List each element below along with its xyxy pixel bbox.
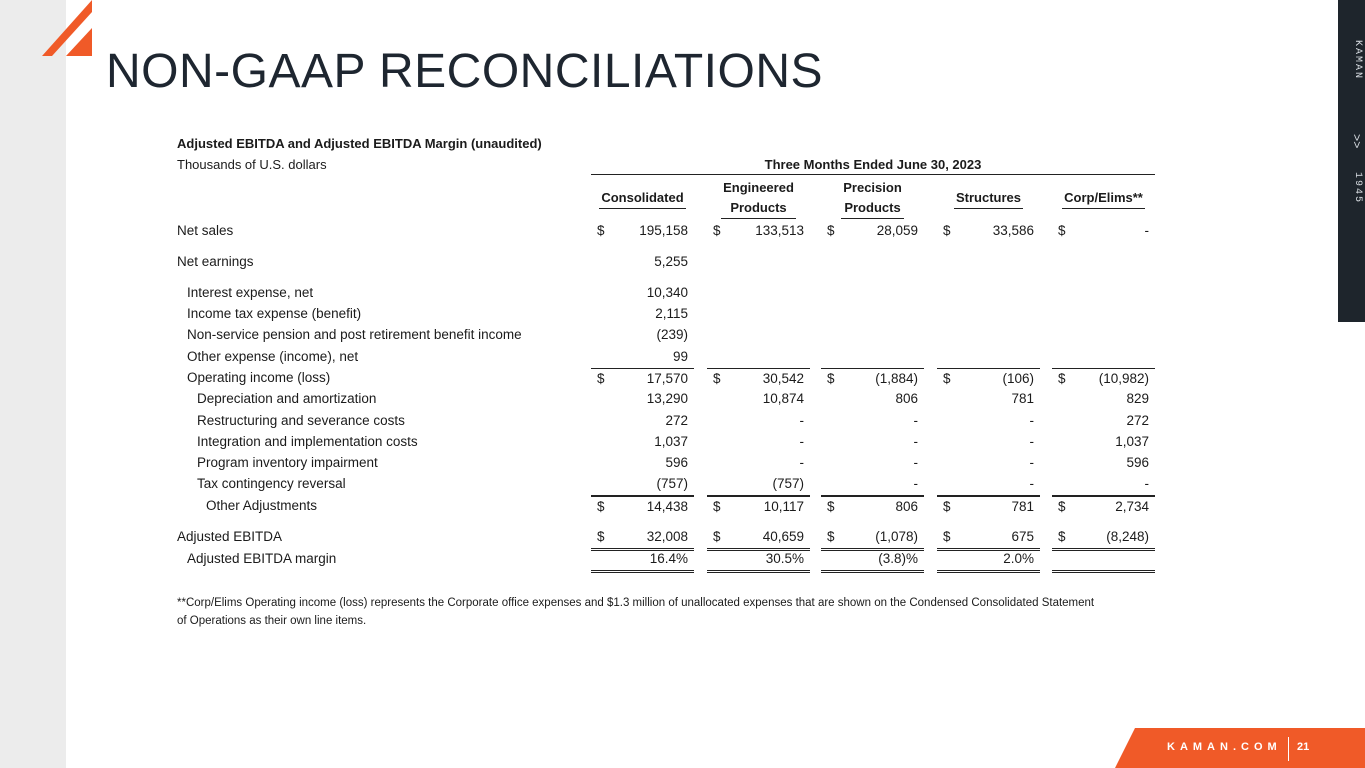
row-label: Income tax expense (benefit) [187,306,362,321]
table-cell [591,453,694,474]
table-cell [937,549,1040,573]
currency-symbol: $ [827,371,835,386]
currency-symbol: $ [943,529,951,544]
table-cell [1052,325,1155,346]
table-cell [591,474,694,496]
table-cell [591,304,694,325]
cell-value: - [799,455,804,470]
table-cell [707,527,810,551]
table-cell [707,411,810,432]
row-label: Tax contingency reversal [197,476,346,491]
row-label: Other expense (income), net [187,349,359,364]
table-cell [821,304,924,325]
cell-value: - [913,413,918,428]
column-header-line1: Precision [843,179,902,195]
column-header-label [599,188,685,209]
cell-value: - [913,434,918,449]
cell-value: - [1029,455,1034,470]
row-label: Net earnings [177,254,254,269]
cell-value: 806 [895,499,918,514]
cell-value: 1,037 [654,434,688,449]
table-cell [1052,496,1155,518]
row-label: Net sales [177,223,234,238]
cell-value: - [1029,476,1034,491]
table-cell [591,283,694,304]
table-cell [937,453,1040,474]
table-row [0,221,1365,242]
row-label: Interest expense, net [187,285,314,300]
table-units: Thousands of U.S. dollars [177,157,327,172]
column-header-label [1062,188,1145,209]
table-cell [707,474,810,496]
currency-symbol: $ [597,529,605,544]
table-cell [591,347,694,369]
currency-symbol: $ [713,529,721,544]
table-cell [707,252,810,273]
brand-vertical-text: KAMAN [1352,40,1363,81]
table-cell [937,389,1040,410]
table-cell [707,304,810,325]
table-cell [821,411,924,432]
table-cell [937,474,1040,496]
cell-value: 30.5% [765,551,804,566]
table-cell [591,527,694,551]
table-cell [821,432,924,453]
footer-website[interactable]: KAMAN.COM [1167,741,1282,753]
table-title: Adjusted EBITDA and Adjusted EBITDA Margin (unaudited) [177,136,542,151]
cell-value: (3.8)% [878,551,918,566]
table-row [0,474,1365,495]
cell-value: - [799,413,804,428]
row-label: Adjusted EBITDA [177,529,283,544]
table-cell [937,221,1040,242]
currency-symbol: $ [1058,529,1066,544]
table-cell [821,474,924,496]
table-cell [1052,221,1155,242]
currency-symbol: $ [827,499,835,514]
currency-symbol: $ [943,371,951,386]
column-header-line1: Corp/Elims** [1064,189,1143,205]
cell-value: 2,734 [1115,499,1149,514]
cell-value: - [913,455,918,470]
cell-value: 829 [1126,391,1149,406]
table-cell [937,368,1040,390]
currency-symbol: $ [713,499,721,514]
cell-value: (106) [1002,371,1034,386]
column-header [937,178,1040,218]
table-cell [1052,283,1155,304]
cell-value: (757) [656,476,688,491]
cell-value: 596 [1126,455,1149,470]
column-header [707,178,810,218]
table-cell [707,389,810,410]
cell-value: 10,874 [762,391,804,406]
cell-value: 33,586 [992,223,1034,238]
row-label: Operating income (loss) [187,370,331,385]
cell-value: - [1029,413,1034,428]
cell-value: (8,248) [1106,529,1149,544]
table-cell [707,325,810,346]
cell-value: 1,037 [1115,434,1149,449]
cell-value: (1,884) [875,371,918,386]
cell-value: 272 [665,413,688,428]
table-row [0,432,1365,453]
currency-symbol: $ [597,371,605,386]
table-row [0,347,1365,368]
table-cell [1052,474,1155,496]
page-title: NON-GAAP RECONCILIATIONS [106,45,823,98]
column-header-line2: Products [730,199,787,215]
table-cell [821,453,924,474]
currency-symbol: $ [1058,371,1066,386]
column-header-line1: Structures [955,189,1022,205]
column-header-label [954,188,1023,209]
table-cell [1052,549,1155,573]
table-cell [937,283,1040,304]
cell-value: - [1144,476,1149,491]
cell-value: 10,117 [763,499,804,514]
table-cell [821,389,924,410]
currency-symbol: $ [597,223,605,238]
table-cell [591,411,694,432]
table-row [0,453,1365,474]
table-cell [591,368,694,390]
table-row [0,368,1365,389]
cell-value: 133,513 [755,223,804,238]
table-cell [707,368,810,390]
row-label: Integration and implementation costs [197,434,418,449]
column-header-line2: Products [844,199,901,215]
cell-value: 30,542 [762,371,804,386]
table-cell [1052,347,1155,368]
table-cell [591,325,694,346]
table-cell [707,496,810,518]
table-row [0,496,1365,517]
column-header [591,178,694,218]
table-cell [937,325,1040,346]
cell-value: 99 [672,349,688,364]
table-cell [707,347,810,368]
table-cell [821,283,924,304]
currency-symbol: $ [1058,499,1066,514]
cell-value: 17,570 [646,371,688,386]
currency-symbol: $ [713,371,721,386]
table-cell [937,304,1040,325]
table-cell [1052,453,1155,474]
page-number: 21 [1297,741,1310,753]
table-cell [591,221,694,242]
column-header-line1: Engineered [723,179,794,195]
cell-value: 5,255 [654,254,688,269]
table-cell [821,252,924,273]
cell-value: 14,438 [646,499,688,514]
brand-year-text: 1945 [1352,172,1363,205]
table-cell [707,221,810,242]
cell-value: 28,059 [876,223,918,238]
table-row [0,527,1365,548]
column-header-line1: Consolidated [601,189,684,205]
table-cell [821,496,924,518]
table-cell [707,549,810,573]
table-cell [1052,389,1155,410]
row-label: Adjusted EBITDA margin [187,551,337,566]
cell-value: (1,078) [875,529,918,544]
cell-value: 2.0% [1003,551,1034,566]
cell-value: - [799,434,804,449]
cell-value: 781 [1011,499,1034,514]
currency-symbol: $ [713,223,721,238]
cell-value: 2,115 [655,306,688,321]
table-cell [821,325,924,346]
cell-value: (10,982) [1098,371,1149,386]
row-label: Non-service pension and post retirement benefit income [187,327,522,342]
cell-value: - [1144,223,1149,238]
period-header: Three Months Ended June 30, 2023 [591,157,1155,175]
table-cell [821,221,924,242]
table-row [0,325,1365,346]
table-cell [937,432,1040,453]
table-cell [591,432,694,453]
footer-divider [1288,737,1289,761]
table-cell [821,368,924,390]
table-cell [591,252,694,273]
cell-value: 596 [665,455,688,470]
table-cell [937,411,1040,432]
table-cell [707,453,810,474]
currency-symbol: $ [1058,223,1066,238]
cell-value: (239) [656,327,688,342]
table-cell [1052,527,1155,551]
cell-value: - [1029,434,1034,449]
kaman-logo-icon [42,0,96,58]
cell-value: 40,659 [762,529,804,544]
column-header-label [721,178,796,219]
table-cell [591,496,694,518]
table-cell [1052,432,1155,453]
row-label: Depreciation and amortization [197,391,377,406]
currency-symbol: $ [943,223,951,238]
cell-value: 195,158 [639,223,688,238]
table-row [0,549,1365,570]
cell-value: 10,340 [646,285,688,300]
cell-value: 32,008 [646,529,688,544]
cell-value: 272 [1126,413,1149,428]
cell-value: (757) [772,476,804,491]
cell-value: 675 [1011,529,1034,544]
table-row [0,389,1365,410]
table-cell [821,549,924,573]
table-cell [1052,252,1155,273]
row-label: Restructuring and severance costs [197,413,405,428]
currency-symbol: $ [827,223,835,238]
cell-value: - [913,476,918,491]
table-row [0,252,1365,273]
cell-value: 781 [1011,391,1034,406]
table-cell [937,252,1040,273]
row-label: Other Adjustments [206,498,318,513]
column-header [821,178,924,218]
cell-value: 16.4% [649,551,688,566]
cell-value: 13,290 [646,391,688,406]
table-cell [591,549,694,573]
table-row [0,304,1365,325]
currency-symbol: $ [943,499,951,514]
column-header [1052,178,1155,218]
footnote: **Corp/Elims Operating income (loss) represents the Corporate office expenses and $1.3 million of unallocated expenses that are shown on the Condensed Consolidated Statement of Operations as their own line items. [177,597,1095,627]
chevron-right-icon: >> [1349,134,1363,149]
cell-value: 806 [895,391,918,406]
table-cell [821,527,924,551]
table-cell [707,432,810,453]
currency-symbol: $ [597,499,605,514]
table-cell [937,496,1040,518]
table-row [0,411,1365,432]
table-cell [707,283,810,304]
table-cell [821,347,924,368]
column-header-label [841,178,904,219]
row-label: Program inventory impairment [197,455,378,470]
table-cell [937,527,1040,551]
table-row [0,283,1365,304]
currency-symbol: $ [827,529,835,544]
table-cell [1052,411,1155,432]
table-cell [1052,304,1155,325]
table-cell [591,389,694,410]
table-cell [1052,368,1155,390]
table-cell [937,347,1040,368]
